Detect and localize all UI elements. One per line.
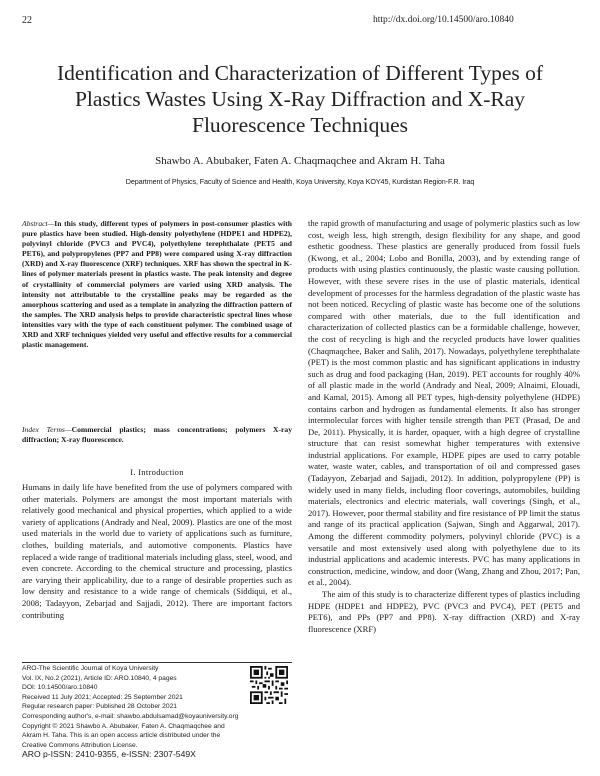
affiliation: Department of Physics, Faculty of Science and Health, Koya University, Koya KOY45, Kurdistan Region-F.R. Iraq [125,177,475,186]
doi-link[interactable]: http://dx.doi.org/10.14500/aro.10840 [373,15,514,25]
intro-left-paragraph: Humans in daily life have benefited from the use of polymers compared with other materials. Polymers are amongst the most important materials with relatively good mechanical and physical properties, which applied to a wide variety of applications (Andrady and Neal, 2009). Plastics are one of the most used materials in the world due to variety of applications such as furniture, clothes, building materials, and automotive components. Plastics have replaced a wide range of traditional materials including glass, steel, wood, and even concrete. According to the chemical structure and processing, plastics are varying their applicability, due to a range of desirable properties such as low density and resistance to a wide range of chemicals (Siddiqui, et al., 2008; Tadayyon, Zebarjad and Sajjadi, 2012). There are important factors contributing [22,482,292,620]
footnote-divider [22,662,292,663]
authors: Shawbo A. Abubaker, Faten A. Chaqmaqchee and Akram H. Taha [155,155,445,167]
section-heading-introduction: I. Introduction [130,467,184,477]
qr-code-icon[interactable] [250,666,288,704]
abstract [22,219,292,350]
volume-info: Vol. IX, No.2 (2021), Article ID: ARO.10840, 4 pages [22,674,177,682]
index-terms [22,425,292,445]
issn: ARO p-ISSN: 2410-9355, e-ISSN: 2307-549X [22,749,196,759]
journal-name: ARO-The Scientific Journal of Koya University [22,665,159,672]
intro-right-column [308,218,580,635]
license: Akram H. Taha. This is an open access article distributed under the [22,732,221,740]
copyright: Copyright © 2021 Shawbo A. Abubaker, Faten A. Chaqmaqchee and [22,722,225,730]
dates: Received 11 July 2021; Accepted: 25 September 2021 [22,693,183,701]
page-number: 22 [22,15,32,26]
meta-doi[interactable]: DOI: 10.14500/aro.10840 [22,684,98,692]
paper-title: Identification and Characterization of Different Types of Plastics Wastes Using X-Ray Diffraction and X-Ray Fluorescence Techniques [56,61,544,137]
index-terms-lead: Index Terms— [22,425,72,434]
license-cc: Creative Commons Attribution License. [22,741,138,749]
corresponding-author: Corresponding author's, e-mail: shawbo.abdulsamad@koyauniversity.org [22,712,239,720]
abstract-text: In this study, different types of polymers in post-consumer plastics with pure plastics have been studied. High-density polyethylene (HDPE1 and HDPE2), polyvinyl chloride (PVC3 and PVC4), polyethylene terephthalate (PET5 and PET6), and polypropylenes (PP7 and PP8) were compared using X-ray diffraction (XRD) and X-ray fluorescence (XRF) techniques. XRF has shown the spectral in K-lines of polymer materials present in plastics waste. The peak intensity and degree of crystallinity of commercial polymers are varied using XRD analysis. The intensity not attributable to the crystalline peaks may be regarded as the amorphous scattering and used as a template in analyzing the diffraction pattern of the samples. The XRD analysis helps to provide characteristic spectral lines whose intensities vary with the type of each constituent polymer. The combined usage of XRD and XRF techniques yielded very useful and effective results for a commercial plastic management. [22,219,292,350]
published: Regular research paper: Published 28 October 2021 [22,703,178,711]
intro-right-paragraph-1: the rapid growth of manufacturing and usage of polymeric plastics such as low cost, weigh less, high strength, design flexibility for any shape, and good esthetic goodness. These plastics are generally produced from fossil fuels (Kwong, et al., 2004; Lobo and Bonilla, 2003), and by extending range of products with using plastics continuously, the plastic waste causing pollution. However, with these severe rises in the use of plastic materials, identical development of processes for the harmless degradation of the plastic waste has not been noticed. Recycling of plastic waste has become one of the solutions compared with other materials, due to the full identification and characterization of collected plastics can be a formidable challenge, however, the cost of recycling is high and the recycled products have lower qualities (Chaqmaqchee, Baker and Salih, 2017). Nowadays, polyethylene terephthalate (PET) is the most common plastic and has significant applications in industry such as drug and food packaging (Han, 2019). PET accounts for roughly 40% of all plastic made in the world (Andrady and Neal, 2009; Alnaimi, Elouadi, and Kamal, 2015). Among all PET types, high-density polyethylene (HDPE) contains carbon and hydrogen as fundamental elements. It also has stronger intermolecular forces with higher tensile strength than PET (Prasad, De and De, 2011). Physically, it is harder, opaquer, with a high degree of crystalline structure that can resist somewhat higher temperatures with extensive industrial applications. For example, HDPE pipes are used to carry potable water, waste water, cables, and transportation of oil and compressed gases (Tadayyon, Zebarjad and Sajjadi, 2012). In addition, polypropylene (PP) is widely used in many fields, including floor coverings, automobiles, building materials, electronics and electric materials, wall coverings (Singh, et al., 2017). However, poor thermal stability and fire resistance of PP limit the status and range of its practical application (Sajwan, Singh and Aggarwal, 2017). Among the different commodity polymers, polyvinyl chloride (PVC) is a versatile and most extensively used along with polyethylene due to its industrial applications and academic interests. PVC has many applications in construction, medicine, window, and door (Wang, Zhang and Zhou, 2017; Pan, et al., 2004). [308,218,580,588]
intro-right-paragraph-2: The aim of this study is to characterize different types of plastics including HDPE (HDPE1 and HDPE2), PVC (PVC3 and PVC4), PET (PET5 and PET6), and PPs (PP7 and PP8). X-ray diffraction (XRD) and X-ray fluorescence (XRF) [308,589,580,634]
abstract-lead: Abstract— [22,219,55,228]
article-meta [22,664,239,750]
index-terms-text: Commercial plastics; mass concentrations; polymers X-ray diffraction; X-ray fluorescence. [22,425,292,445]
